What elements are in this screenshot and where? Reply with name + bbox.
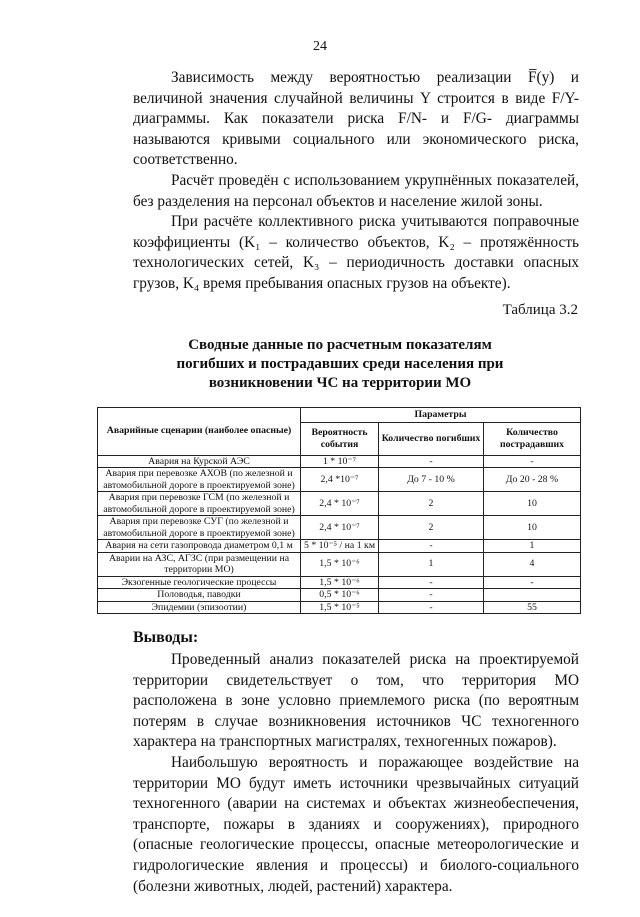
header-probability: Вероятность события [301, 422, 379, 455]
table-row [98, 492, 581, 516]
risk-table [97, 407, 581, 615]
cell-scenario: Эпидемии (эпизоотии) [98, 601, 301, 614]
cell-injured: До 20 - 28 % [484, 468, 581, 492]
cell-injured: 1 [484, 540, 581, 553]
cell-probability: 1,5 * 10⁻⁵ [301, 601, 379, 614]
table-row [98, 455, 581, 468]
header-injured: Количество пострадавших [484, 422, 581, 455]
cell-deaths: - [379, 540, 484, 553]
table-row [98, 576, 581, 589]
table-row [98, 552, 581, 576]
cell-probability: 2,4 *10⁻⁷ [301, 468, 379, 492]
cell-injured [484, 589, 581, 602]
table-row [98, 516, 581, 540]
cell-probability: 2,4 * 10⁻⁷ [301, 492, 379, 516]
table-title-text: Сводные данные по расчетным показателям погибших и пострадавших среди населения при возникновении ЧС на территории МО [176, 336, 504, 391]
table-row [98, 589, 581, 602]
cell-scenario: Авария при перевозке СУГ (по железной и автомобильной дороге в проектируемой зоне) [98, 516, 301, 540]
cell-probability: 1 * 10⁻⁷ [301, 455, 379, 468]
cell-scenario: Авария при перевозке ГСМ (по железной и автомобильной дороге в проектируемой зоне) [98, 492, 301, 516]
table-row [98, 468, 581, 492]
cell-injured: - [484, 455, 581, 468]
table-row [98, 601, 581, 614]
cell-deaths: - [379, 576, 484, 589]
conclusions-heading: Выводы: [133, 629, 199, 647]
paragraph: Наибольшую вероятность и поражающее воздействие на территории МО будут иметь источники чрезвычайных ситуаций техногенного (аварии на системах и объектах жизнеобеспечения, транспорте, пожары в зданиях и сооружениях), природного (опасные геологические процессы, опасные метеорологические и гидрологические явления и процессы) и биолого-социального (болезни животных, людей, растений) характера. [133, 754, 579, 895]
header-scenario: Аварийные сценарии (наиболее опасные) [98, 407, 301, 455]
cell-deaths: 1 [379, 552, 484, 576]
table-body [98, 455, 581, 614]
conclusions-text [133, 650, 579, 897]
cell-scenario: Авария на сети газопровода диаметром 0,1 м [98, 540, 301, 553]
cell-deaths: До 7 - 10 % [379, 468, 484, 492]
cell-injured: 10 [484, 492, 581, 516]
paragraph: При расчёте коллективного риска учитываются поправочные коэффициенты (K₁ – количество объектов, K₂ – протяжённость технологических сетей, K₃ – периодичность доставки опасных грузов, K₄ время пребывания опасных грузов на объекте). [133, 213, 579, 292]
cell-probability: 1,5 * 10⁻⁶ [301, 576, 379, 589]
cell-injured: 10 [484, 516, 581, 540]
cell-injured: 4 [484, 552, 581, 576]
cell-probability: 1,5 * 10⁻⁶ [301, 552, 379, 576]
cell-deaths: 2 [379, 516, 484, 540]
cell-scenario: Половодья, паводки [98, 589, 301, 602]
cell-scenario: Аварии на АЗС, АГЗС (при размещении на территории МО) [98, 552, 301, 576]
header-params: Параметры [301, 407, 581, 422]
cell-probability: 5 * 10⁻⁵ / на 1 км [301, 540, 379, 553]
cell-injured: 55 [484, 601, 581, 614]
cell-scenario: Экзогенные геологические процессы [98, 576, 301, 589]
cell-probability: 2,4 * 10⁻⁷ [301, 516, 379, 540]
cell-scenario: Авария при перевозке АХОВ (по железной и автомобильной дороге в проектируемой зоне) [98, 468, 301, 492]
cell-deaths: - [379, 601, 484, 614]
cell-injured: - [484, 576, 581, 589]
table-wrapper [97, 407, 580, 615]
table-caption: Таблица 3.2 [502, 301, 578, 318]
cell-deaths: 2 [379, 492, 484, 516]
cell-deaths: - [379, 455, 484, 468]
paragraph: Зависимость между вероятностью реализации F̅(y) и величиной значения случайной величины Y строится в виде F/Y-диаграммы. Как показатели риска F/N- и F/G- диаграммы называются кривыми социального или экономического риска, соответственно. [133, 69, 579, 169]
cell-scenario: Авария на Курской АЭС [98, 455, 301, 468]
header-deaths: Количество погибших [379, 422, 484, 455]
cell-probability: 0,5 * 10⁻⁶ [301, 589, 379, 602]
cell-deaths: - [379, 589, 484, 602]
paragraph: Расчёт проведён с использованием укрупнённых показателей, без разделения на персонал объектов и население жилой зоны. [133, 171, 579, 210]
table-row [98, 540, 581, 553]
paragraph: Проведенный анализ показателей риска на проектируемой территории свидетельствует о том, что территория МО расположена в зоне условно приемлемого риска (по вероятным потерям в случае возникновения источников ЧС техногенного характера на транспортных магистралях, техногенных пожаров). [133, 651, 579, 751]
table-title [0, 336, 640, 393]
intro-text [133, 68, 579, 295]
page-number: 24 [313, 39, 327, 54]
